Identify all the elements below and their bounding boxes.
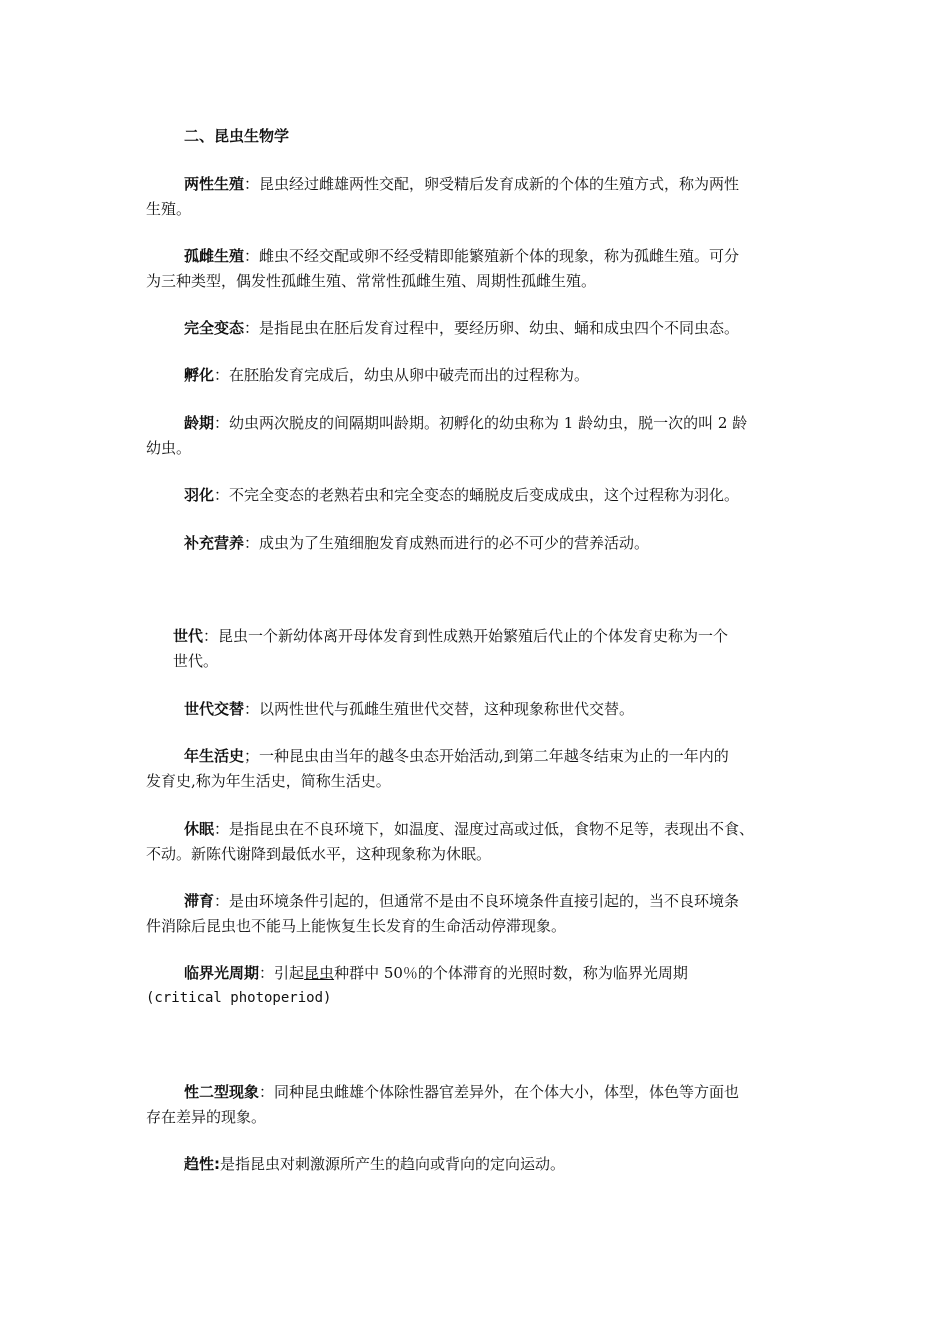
entry-instar <box>146 411 747 461</box>
separator: ： <box>244 534 260 552</box>
definition-line-2: 世代。 <box>173 652 219 670</box>
separator: ： <box>203 627 219 645</box>
entry-hatching <box>146 363 589 388</box>
term: 世代 <box>173 627 204 645</box>
term: 龄期 <box>184 414 215 432</box>
term: 年生活史 <box>184 747 245 765</box>
entry-complete-metamorphosis <box>146 316 739 341</box>
term: 世代交替 <box>184 700 245 718</box>
term: 孤雌生殖 <box>184 247 245 265</box>
definition-line-1: 在胚胎发育完成后，幼虫从卵中破壳而出的过程称为。 <box>229 366 590 384</box>
definition-line-1: 是指昆虫在不良环境下，如温度、湿度过高或过低，食物不足等，表现出不食、 <box>229 820 755 838</box>
definition-line-1: 雌虫不经交配或卵不经受精即能繁殖新个体的现象，称为孤雌生殖。可分 <box>259 247 740 265</box>
definition-line-1: 是由环境条件引起的，但通常不是由不良环境条件直接引起的，当不良环境条 <box>229 892 740 910</box>
term: 两性生殖 <box>184 175 245 193</box>
entry-supplementary-nutrition <box>146 531 649 556</box>
definition-line-1: 成虫为了生殖细胞发育成熟而进行的必不可少的营养活动。 <box>259 534 650 552</box>
separator: ： <box>214 414 230 432</box>
entry-sexual-reproduction <box>146 172 739 222</box>
separator: ： <box>244 700 260 718</box>
definition-line-2: 件消除后昆虫也不能马上能恢复生长发育的生命活动停滞现象。 <box>146 917 567 935</box>
definition-line-1: 一种昆虫由当年的越冬虫态开始活动,到第二年越冬结束为止的一年内的 <box>259 747 729 765</box>
definition-line-1: 是指昆虫对刺激源所产生的趋向或背向的定向运动。 <box>220 1155 566 1173</box>
definition-line-2: (critical photoperiod) <box>146 990 332 1006</box>
definition-line-1-pre: 引起 <box>274 964 305 982</box>
separator: ： <box>214 486 230 504</box>
entry-critical-photoperiod <box>146 961 688 1011</box>
definition-line-1: 昆虫经过雌雄两性交配，卵受精后发育成新的个体的生殖方式，称为两性 <box>259 175 740 193</box>
definition-line-1: 是指昆虫在胚后发育过程中，要经历卵、幼虫、蛹和成虫四个不同虫态。 <box>259 319 740 337</box>
definition-line-1: 昆虫一个新幼体离开母体发育到性成熟开始繁殖后代止的个体发育史称为一个 <box>218 627 729 645</box>
entry-eclosion <box>146 483 739 508</box>
insect-link[interactable]: 昆虫 <box>304 964 335 982</box>
definition-line-1-post: 种群中 50％的个体滞育的光照时数，称为临界光周期 <box>334 964 688 982</box>
separator: ： <box>244 319 260 337</box>
entry-taxis <box>146 1152 565 1177</box>
separator: ； <box>244 747 260 765</box>
term: 临界光周期 <box>184 964 260 982</box>
term: 完全变态 <box>184 319 245 337</box>
definition-line-1: 幼虫两次脱皮的间隔期叫龄期。初孵化的幼虫称为 1 龄幼虫，脱一次的叫 2 龄 <box>229 414 748 432</box>
term: 补充营养 <box>184 534 245 552</box>
separator: : <box>214 1155 221 1173</box>
separator: ： <box>244 247 260 265</box>
entry-alternation-of-generations <box>146 697 634 722</box>
term: 滞育 <box>184 892 215 910</box>
definition-line-1: 不完全变态的老熟若虫和完全变态的蛹脱皮后变成成虫，这个过程称为羽化。 <box>229 486 740 504</box>
separator: ： <box>244 175 260 193</box>
definition-line-2: 存在差异的现象。 <box>146 1108 267 1126</box>
definition-line-2: 生殖。 <box>146 200 192 218</box>
definition-line-2: 不动。新陈代谢降到最低水平，这种现象称为休眠。 <box>146 845 492 863</box>
term: 趋性 <box>184 1155 215 1173</box>
definition-line-2: 为三种类型，偶发性孤雌生殖、常常性孤雌生殖、周期性孤雌生殖。 <box>146 272 597 290</box>
entry-parthenogenesis <box>146 244 739 294</box>
term: 休眠 <box>184 820 215 838</box>
entry-generation <box>173 624 728 674</box>
entry-sexual-dimorphism <box>146 1080 739 1130</box>
separator: ： <box>214 366 230 384</box>
definition-line-2: 发育史,称为年生活史，简称生活史。 <box>146 772 391 790</box>
definition-line-1: 同种昆虫雌雄个体除性器官差异外，在个体大小，体型，体色等方面也 <box>274 1083 740 1101</box>
separator: ： <box>214 892 230 910</box>
term: 羽化 <box>184 486 215 504</box>
term: 孵化 <box>184 366 215 384</box>
definition-line-2: 幼虫。 <box>146 439 192 457</box>
separator: ： <box>259 964 275 982</box>
entry-dormancy <box>146 817 754 867</box>
separator: ： <box>259 1083 275 1101</box>
entry-annual-life-history <box>146 744 729 794</box>
section-heading: 二、昆虫生物学 <box>184 127 290 145</box>
definition-line-1: 以两性世代与孤雌生殖世代交替，这种现象称世代交替。 <box>259 700 635 718</box>
entry-diapause <box>146 889 739 939</box>
separator: ： <box>214 820 230 838</box>
term: 性二型现象 <box>184 1083 260 1101</box>
